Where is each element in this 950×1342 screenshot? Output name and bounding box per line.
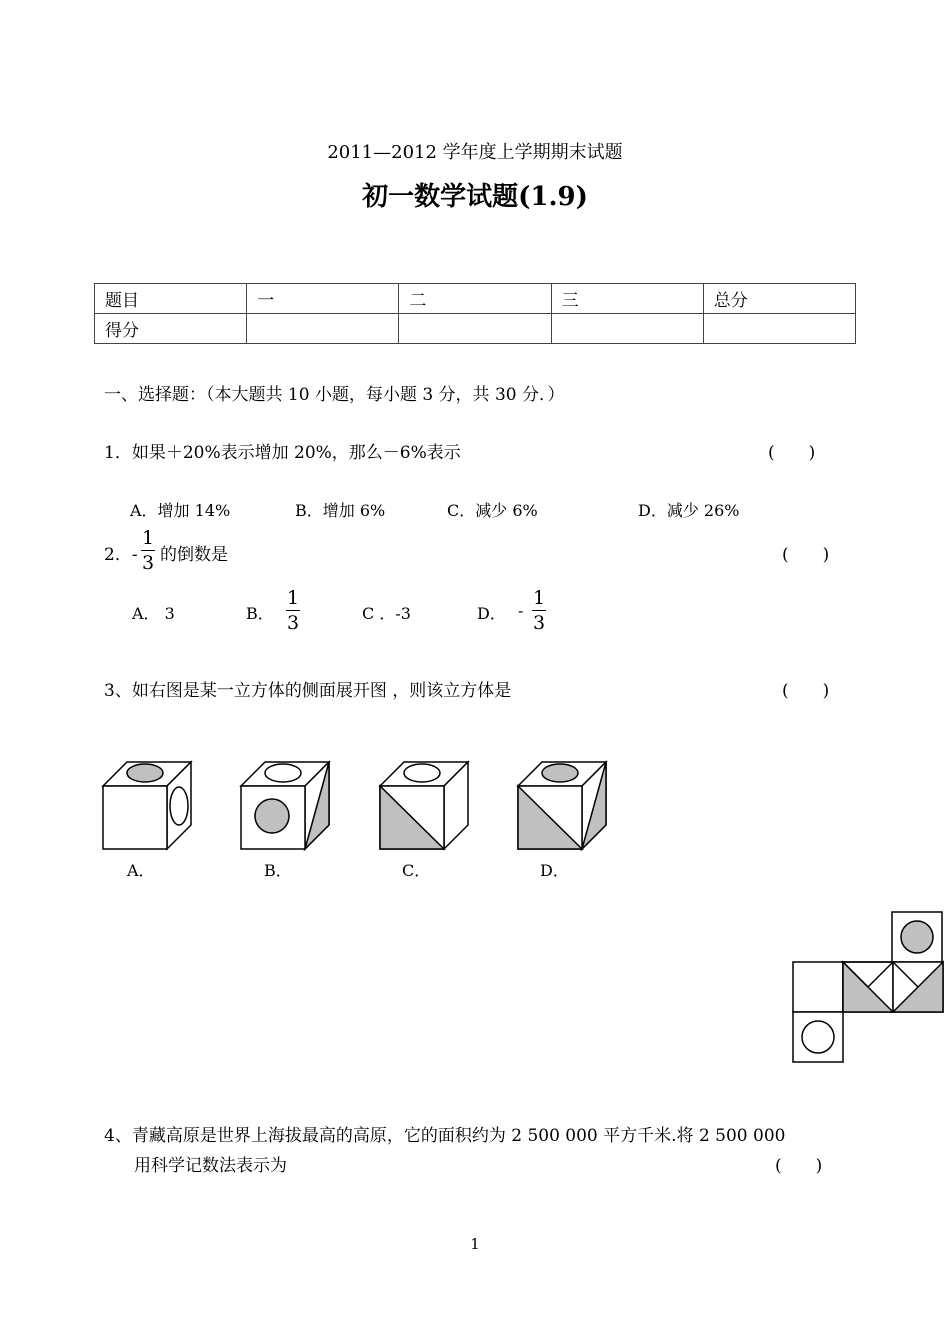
score-cell-part2[interactable] <box>399 314 551 344</box>
q3-stem: 3、如右图是某一立方体的侧面展开图 ，则该立方体是 <box>104 681 512 701</box>
cube-net-diagram-icon <box>790 909 950 1064</box>
header-cell-part3: 三 <box>551 284 703 314</box>
exam-title: 初一数学试题(1.9) <box>362 182 588 212</box>
q4-stem-line1: 4、青藏高原是世界上海拔最高的高原，它的面积约为 2 500 000 平方千米.将 2 500 000 <box>104 1126 786 1146</box>
score-table <box>94 283 856 344</box>
exam-subtitle: 2011—2012 学年度上学期期末试题 <box>327 142 623 163</box>
q2-prefix: 2．- <box>104 545 138 565</box>
q1-option-c[interactable]: C．减少 6% <box>447 501 538 520</box>
q2-suffix: 的倒数是 <box>160 545 228 565</box>
q2-frac-numerator: 1 <box>141 527 155 549</box>
q2-option-d-denominator: 3 <box>532 612 546 634</box>
q2-option-b-denominator: 3 <box>286 612 300 634</box>
header-cell-part1: 一 <box>247 284 399 314</box>
header-cell-topic: 题目 <box>95 284 247 314</box>
fraction-bar <box>532 610 546 611</box>
score-cell-part3[interactable] <box>551 314 703 344</box>
cube-option-a-icon[interactable] <box>100 759 196 852</box>
score-cell-total[interactable] <box>703 314 855 344</box>
header-cell-part2: 二 <box>399 284 551 314</box>
q1-option-a[interactable]: A．增加 14% <box>130 501 231 520</box>
q2-option-a[interactable]: A． 3 <box>132 604 175 623</box>
q1-option-d[interactable]: D．减少 26% <box>638 501 740 520</box>
q2-fraction <box>141 527 155 574</box>
q2-option-d-sign: - <box>518 601 524 620</box>
cube-option-b-icon[interactable] <box>238 759 334 852</box>
fraction-bar <box>286 610 300 611</box>
q2-frac-denominator: 3 <box>141 552 155 574</box>
q1-stem: 1．如果＋20%表示增加 20%，那么－6%表示 <box>104 443 461 463</box>
q1-answer-paren[interactable]: ( ) <box>768 443 816 463</box>
cube-d-label[interactable]: D． <box>540 861 569 880</box>
cube-c-label[interactable]: C． <box>402 861 431 880</box>
page-number: 1 <box>470 1235 480 1253</box>
score-cell-part1[interactable] <box>247 314 399 344</box>
cube-b-label[interactable]: B． <box>264 861 292 880</box>
section1-heading: 一、选择题：（本大题共 10 小题，每小题 3 分，共 30 分．） <box>104 385 565 405</box>
q2-option-c[interactable]: C ．-3 <box>362 604 411 623</box>
q4-stem-line2: 用科学记数法表示为 <box>134 1156 287 1176</box>
score-row-label: 得分 <box>95 314 247 344</box>
q2-option-d-numerator: 1 <box>532 587 546 609</box>
q2-option-d[interactable]: D． <box>477 604 506 623</box>
q2-option-b[interactable]: B． <box>246 604 274 623</box>
cube-option-c-icon[interactable] <box>377 759 473 852</box>
q3-answer-paren[interactable]: ( ) <box>782 681 830 701</box>
cube-option-d-icon[interactable] <box>515 759 611 852</box>
header-cell-total: 总分 <box>703 284 855 314</box>
q4-answer-paren[interactable]: ( ) <box>775 1156 823 1176</box>
q2-option-b-fraction <box>286 587 300 634</box>
q1-option-b[interactable]: B．增加 6% <box>295 501 386 520</box>
score-table-header-row <box>95 284 856 314</box>
q2-answer-paren[interactable]: ( ) <box>782 545 830 565</box>
q2-option-b-numerator: 1 <box>286 587 300 609</box>
cube-a-label[interactable]: A． <box>127 861 155 880</box>
score-table-score-row <box>95 314 856 344</box>
q2-option-d-fraction <box>532 587 546 634</box>
fraction-bar <box>141 550 155 551</box>
